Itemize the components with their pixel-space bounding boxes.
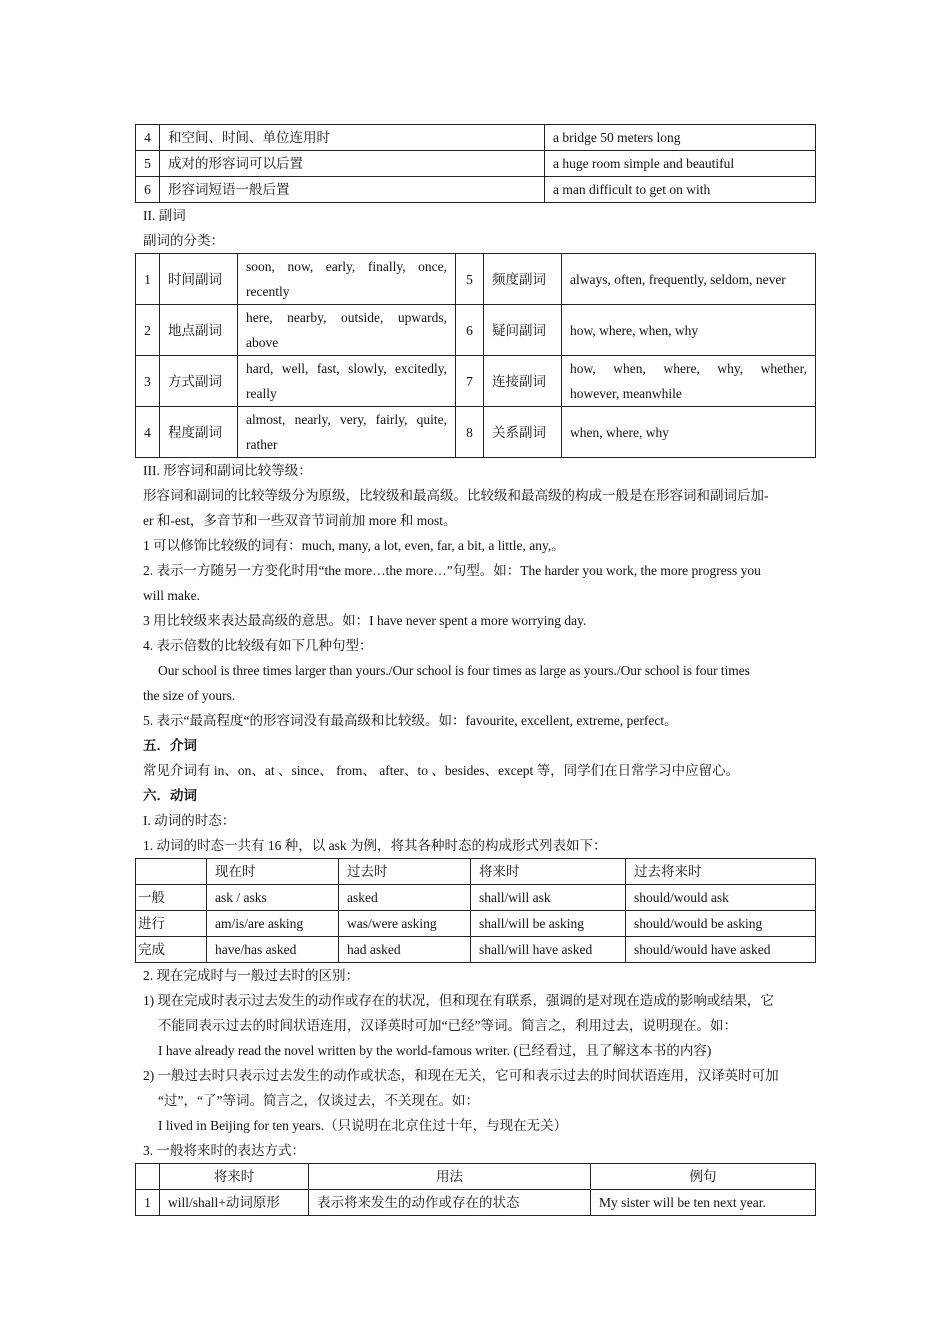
aspect-cell: 进行 [136, 911, 207, 937]
table-row [136, 254, 816, 305]
table-row [136, 151, 816, 177]
paragraph: Our school is three times larger than yours./Our school is four times as large as yours./Our school is four times [158, 663, 750, 678]
paragraph: the size of yours. [143, 688, 236, 703]
paragraph: 2. 现在完成时与一般过去时的区别： [143, 968, 359, 983]
rule-cell: 成对的形容词可以后置 [160, 151, 545, 177]
row-number: 6 [456, 305, 484, 356]
row-number: 5 [456, 254, 484, 305]
header-cell: 将来时 [160, 1164, 309, 1190]
aspect-cell: 一般 [136, 885, 207, 911]
aspect-cell: 完成 [136, 937, 207, 963]
category-cell: 疑问副词 [484, 305, 562, 356]
row-number: 4 [136, 125, 160, 151]
form-cell: should/would be asking [626, 911, 816, 937]
example-cell: a man difficult to get on with [545, 177, 816, 203]
paragraph: “过”，“了”等词。简言之，仅谈过去，不关现在。如： [158, 1093, 479, 1108]
paragraph: er 和-est，多音节和一些双音节词前加 more 和 most。 [143, 513, 457, 528]
header-cell [136, 1164, 160, 1190]
example-cell: a huge room simple and beautiful [545, 151, 816, 177]
rule-cell: 形容词短语一般后置 [160, 177, 545, 203]
adverb-subheading: 副词的分类： [143, 233, 224, 248]
table-row [136, 911, 816, 937]
form-cell: was/were asking [339, 911, 471, 937]
table-header-row [136, 1164, 816, 1190]
adjective-position-table [135, 124, 816, 203]
document-page [135, 124, 815, 1216]
form-cell: am/is/are asking [207, 911, 339, 937]
table-row [136, 125, 816, 151]
paragraph: will make. [143, 588, 200, 603]
row-number: 1 [136, 254, 160, 305]
paragraph: 形容词和副词的比较等级分为原级，比较级和最高级。比较级和最高级的构成一般是在形容词和副词后加- [143, 488, 769, 503]
form-cell: will/shall+动词原形 [160, 1190, 309, 1216]
form-cell: have/has asked [207, 937, 339, 963]
examples-cell: how, when, where, why, whether, however, meanwhile [562, 356, 816, 407]
category-cell: 关系副词 [484, 407, 562, 458]
examples-cell: always, often, frequently, seldom, never [562, 254, 816, 305]
category-cell: 方式副词 [160, 356, 238, 407]
paragraph: 5. 表示“最高程度“的形容词没有最高级和比较级。如：favourite, excellent, extreme, perfect。 [143, 713, 678, 728]
category-cell: 连接副词 [484, 356, 562, 407]
comparison-heading: III. 形容词和副词比较等级： [143, 463, 312, 478]
row-number: 5 [136, 151, 160, 177]
rule-cell: 和空间、时间、单位连用时 [160, 125, 545, 151]
form-cell: ask / asks [207, 885, 339, 911]
form-cell: should/would have asked [626, 937, 816, 963]
examples-cell: soon, now, early, finally, once, recently [238, 254, 456, 305]
adverb-heading: II. 副词 [143, 208, 186, 223]
table-row [136, 407, 816, 458]
verb-heading: 六．动词 [143, 788, 197, 803]
header-cell: 现在时 [207, 859, 339, 885]
form-cell: shall/will have asked [471, 937, 626, 963]
form-cell: shall/will be asking [471, 911, 626, 937]
header-cell [136, 859, 207, 885]
paragraph: 2) 一般过去时只表示过去发生的动作或状态，和现在无关，它可和表示过去的时间状语连用，汉译英时可加 [143, 1068, 779, 1083]
tense-subheading: I. 动词的时态： [143, 813, 236, 828]
row-number: 3 [136, 356, 160, 407]
tense-table [135, 858, 816, 963]
paragraph: 不能同表示过去的时间状语连用，汉译英时可加“已经”等词。简言之，利用过去，说明现在。如： [158, 1018, 737, 1033]
adverb-classification-table [135, 253, 816, 458]
example-sentence: I lived in Beijing for ten years.（只说明在北京住过十年，与现在无关） [158, 1118, 568, 1133]
header-cell: 过去将来时 [626, 859, 816, 885]
paragraph: 2. 表示一方随另一方变化时用“the more…the more…”句型。如：The harder you work, the more progress you [143, 563, 761, 578]
table-row [136, 177, 816, 203]
form-cell: asked [339, 885, 471, 911]
paragraph: 1) 现在完成时表示过去发生的动作或存在的状况，但和现在有联系，强调的是对现在造成的影响或结果，它 [143, 993, 774, 1008]
examples-cell: how, where, when, why [562, 305, 816, 356]
table-header-row [136, 859, 816, 885]
row-number: 1 [136, 1190, 160, 1216]
table-row [136, 356, 816, 407]
examples-cell: when, where, why [562, 407, 816, 458]
category-cell: 频度副词 [484, 254, 562, 305]
examples-cell: here, nearby, outside, upwards, above [238, 305, 456, 356]
table-row [136, 885, 816, 911]
table-row [136, 937, 816, 963]
usage-cell: 表示将来发生的动作或存在的状态 [309, 1190, 591, 1216]
table-row [136, 305, 816, 356]
form-cell: shall/will ask [471, 885, 626, 911]
paragraph: 常见介词有 in、on、at 、since、 from、 after、to 、besides、except 等，同学们在日常学习中应留心。 [143, 763, 740, 778]
category-cell: 地点副词 [160, 305, 238, 356]
paragraph: 4. 表示倍数的比较级有如下几种句型： [143, 638, 373, 653]
header-cell: 用法 [309, 1164, 591, 1190]
row-number: 6 [136, 177, 160, 203]
header-cell: 将来时 [471, 859, 626, 885]
form-cell: had asked [339, 937, 471, 963]
paragraph: 1. 动词的时态一共有 16 种，以 ask 为例，将其各种时态的构成形式列表如下： [143, 838, 607, 853]
paragraph: 3. 一般将来时的表达方式： [143, 1143, 305, 1158]
examples-cell: almost, nearly, very, fairly, quite, rather [238, 407, 456, 458]
example-cell: a bridge 50 meters long [545, 125, 816, 151]
row-number: 8 [456, 407, 484, 458]
header-cell: 过去时 [339, 859, 471, 885]
table-row [136, 1190, 816, 1216]
example-sentence: I have already read the novel written by the world-famous writer. (已经看过，且了解这本书的内容) [158, 1043, 712, 1058]
examples-cell: hard, well, fast, slowly, excitedly, really [238, 356, 456, 407]
example-cell: My sister will be ten next year. [591, 1190, 816, 1216]
category-cell: 程度副词 [160, 407, 238, 458]
paragraph: 3 用比较级来表达最高级的意思。如：I have never spent a more worrying day. [143, 613, 587, 628]
category-cell: 时间副词 [160, 254, 238, 305]
row-number: 4 [136, 407, 160, 458]
row-number: 7 [456, 356, 484, 407]
future-tense-table [135, 1163, 816, 1216]
form-cell: should/would ask [626, 885, 816, 911]
preposition-heading: 五．介词 [143, 738, 197, 753]
row-number: 2 [136, 305, 160, 356]
header-cell: 例句 [591, 1164, 816, 1190]
paragraph: 1 可以修饰比较级的词有：much, many, a lot, even, far, a bit, a little, any,。 [143, 538, 565, 553]
